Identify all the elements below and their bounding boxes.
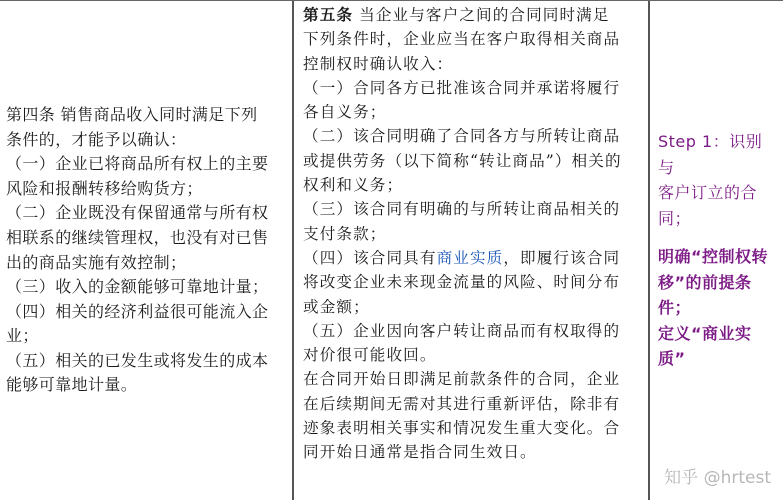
watermark: 知乎 @hrtest	[664, 468, 771, 488]
article-4-line: （一）企业已将商品所有权上的主要	[6, 154, 269, 174]
article-4-line: 相联系的继续管理权，也没有对已售	[6, 227, 269, 247]
key-point-line: 明确“控制权转	[658, 247, 769, 267]
article-4-line: 业；	[6, 326, 39, 346]
article-4-line: （三）收入的金额能够可靠地计量；	[6, 277, 269, 297]
commercial-substance-highlight: 商业实质	[436, 248, 504, 267]
article-5-line: （二）该合同明确了合同各方与所转让商品	[303, 127, 621, 146]
article-4-line: （四）相关的经济利益很可能流入企	[6, 301, 269, 321]
article-5-line: 或提供劳务（以下简称“转让商品”）相关的	[303, 151, 622, 170]
step-1-line: 同；	[658, 208, 692, 228]
article-4-line: 第四条 销售商品收入同时满足下列	[6, 104, 258, 124]
article-5-line: 各自义务；	[303, 103, 387, 122]
new-standard-text	[303, 3, 640, 465]
article-4-line: （二）企业既没有保留通常与所有权	[6, 203, 269, 223]
article-5-line: 或金额；	[303, 297, 370, 316]
notes-column	[650, 1, 783, 500]
key-point-line: 质”	[658, 349, 686, 369]
article-5-line: 支付条款；	[303, 224, 387, 243]
article-5-line: 对价很可能收回。	[303, 346, 437, 365]
step-1-line: 客户订立的合	[658, 183, 758, 203]
article-5-line: （一）合同各方已批准该合同并承诺将履行	[303, 78, 621, 97]
article-5-title-rest: 当企业与客户之间的合同同时满足	[353, 6, 610, 24]
article-5-line: （三）该合同有明确的与所转让商品相关的	[303, 200, 621, 219]
article-5-line: 迹象表明相关事实和情况发生重大变化。合	[303, 419, 621, 438]
article-5-label: 第五条	[303, 5, 354, 24]
notes-text	[658, 129, 777, 372]
step-1-line: Step 1：识别与	[658, 132, 763, 177]
article-5-line: 同开始日通常是指合同生效日。	[303, 443, 537, 462]
clause-4-suffix: ，即履行该合同	[503, 248, 621, 267]
article-5-line: 权利和义务；	[303, 176, 404, 195]
article-5-title-line	[303, 3, 640, 27]
article-4-line: 出的商品实施有效控制；	[6, 252, 187, 272]
old-standard-column	[0, 1, 294, 500]
key-points-note	[658, 244, 777, 372]
article-5-line: （五）企业因向客户转让商品而有权取得的	[303, 321, 621, 340]
article-5-line: 将改变企业未来现金流量的风险、时间分布	[303, 273, 621, 292]
article-5-lines-after	[303, 270, 640, 464]
article-4-line: 能够可靠地计量。	[6, 375, 138, 395]
article-5-line: 控制权时确认收入：	[303, 54, 454, 73]
article-4-line: 条件的，才能予以确认：	[6, 129, 187, 149]
article-4-line: （五）相关的已发生或将发生的成本	[6, 350, 269, 370]
article-5-lines	[303, 27, 640, 246]
clause-4-prefix: （四）该合同具有	[303, 248, 437, 267]
article-5-line: 下列条件时，企业应当在客户取得相关商品	[303, 30, 621, 49]
key-point-line: 定义“商业实	[658, 323, 752, 343]
key-point-line: 移”的前提条	[658, 272, 752, 292]
step-1-note	[658, 129, 777, 231]
old-standard-text	[6, 103, 286, 398]
article-5-line: 在合同开始日即满足前款条件的合同，企业	[303, 370, 621, 389]
article-4-line: 风险和报酬转移给购货方；	[6, 178, 203, 198]
key-point-line: 件；	[658, 298, 692, 318]
new-standard-column	[294, 1, 650, 500]
article-5-line: 在后续期间无需对其进行重新评估，除非有	[303, 394, 621, 413]
clause-4-line	[303, 246, 640, 270]
